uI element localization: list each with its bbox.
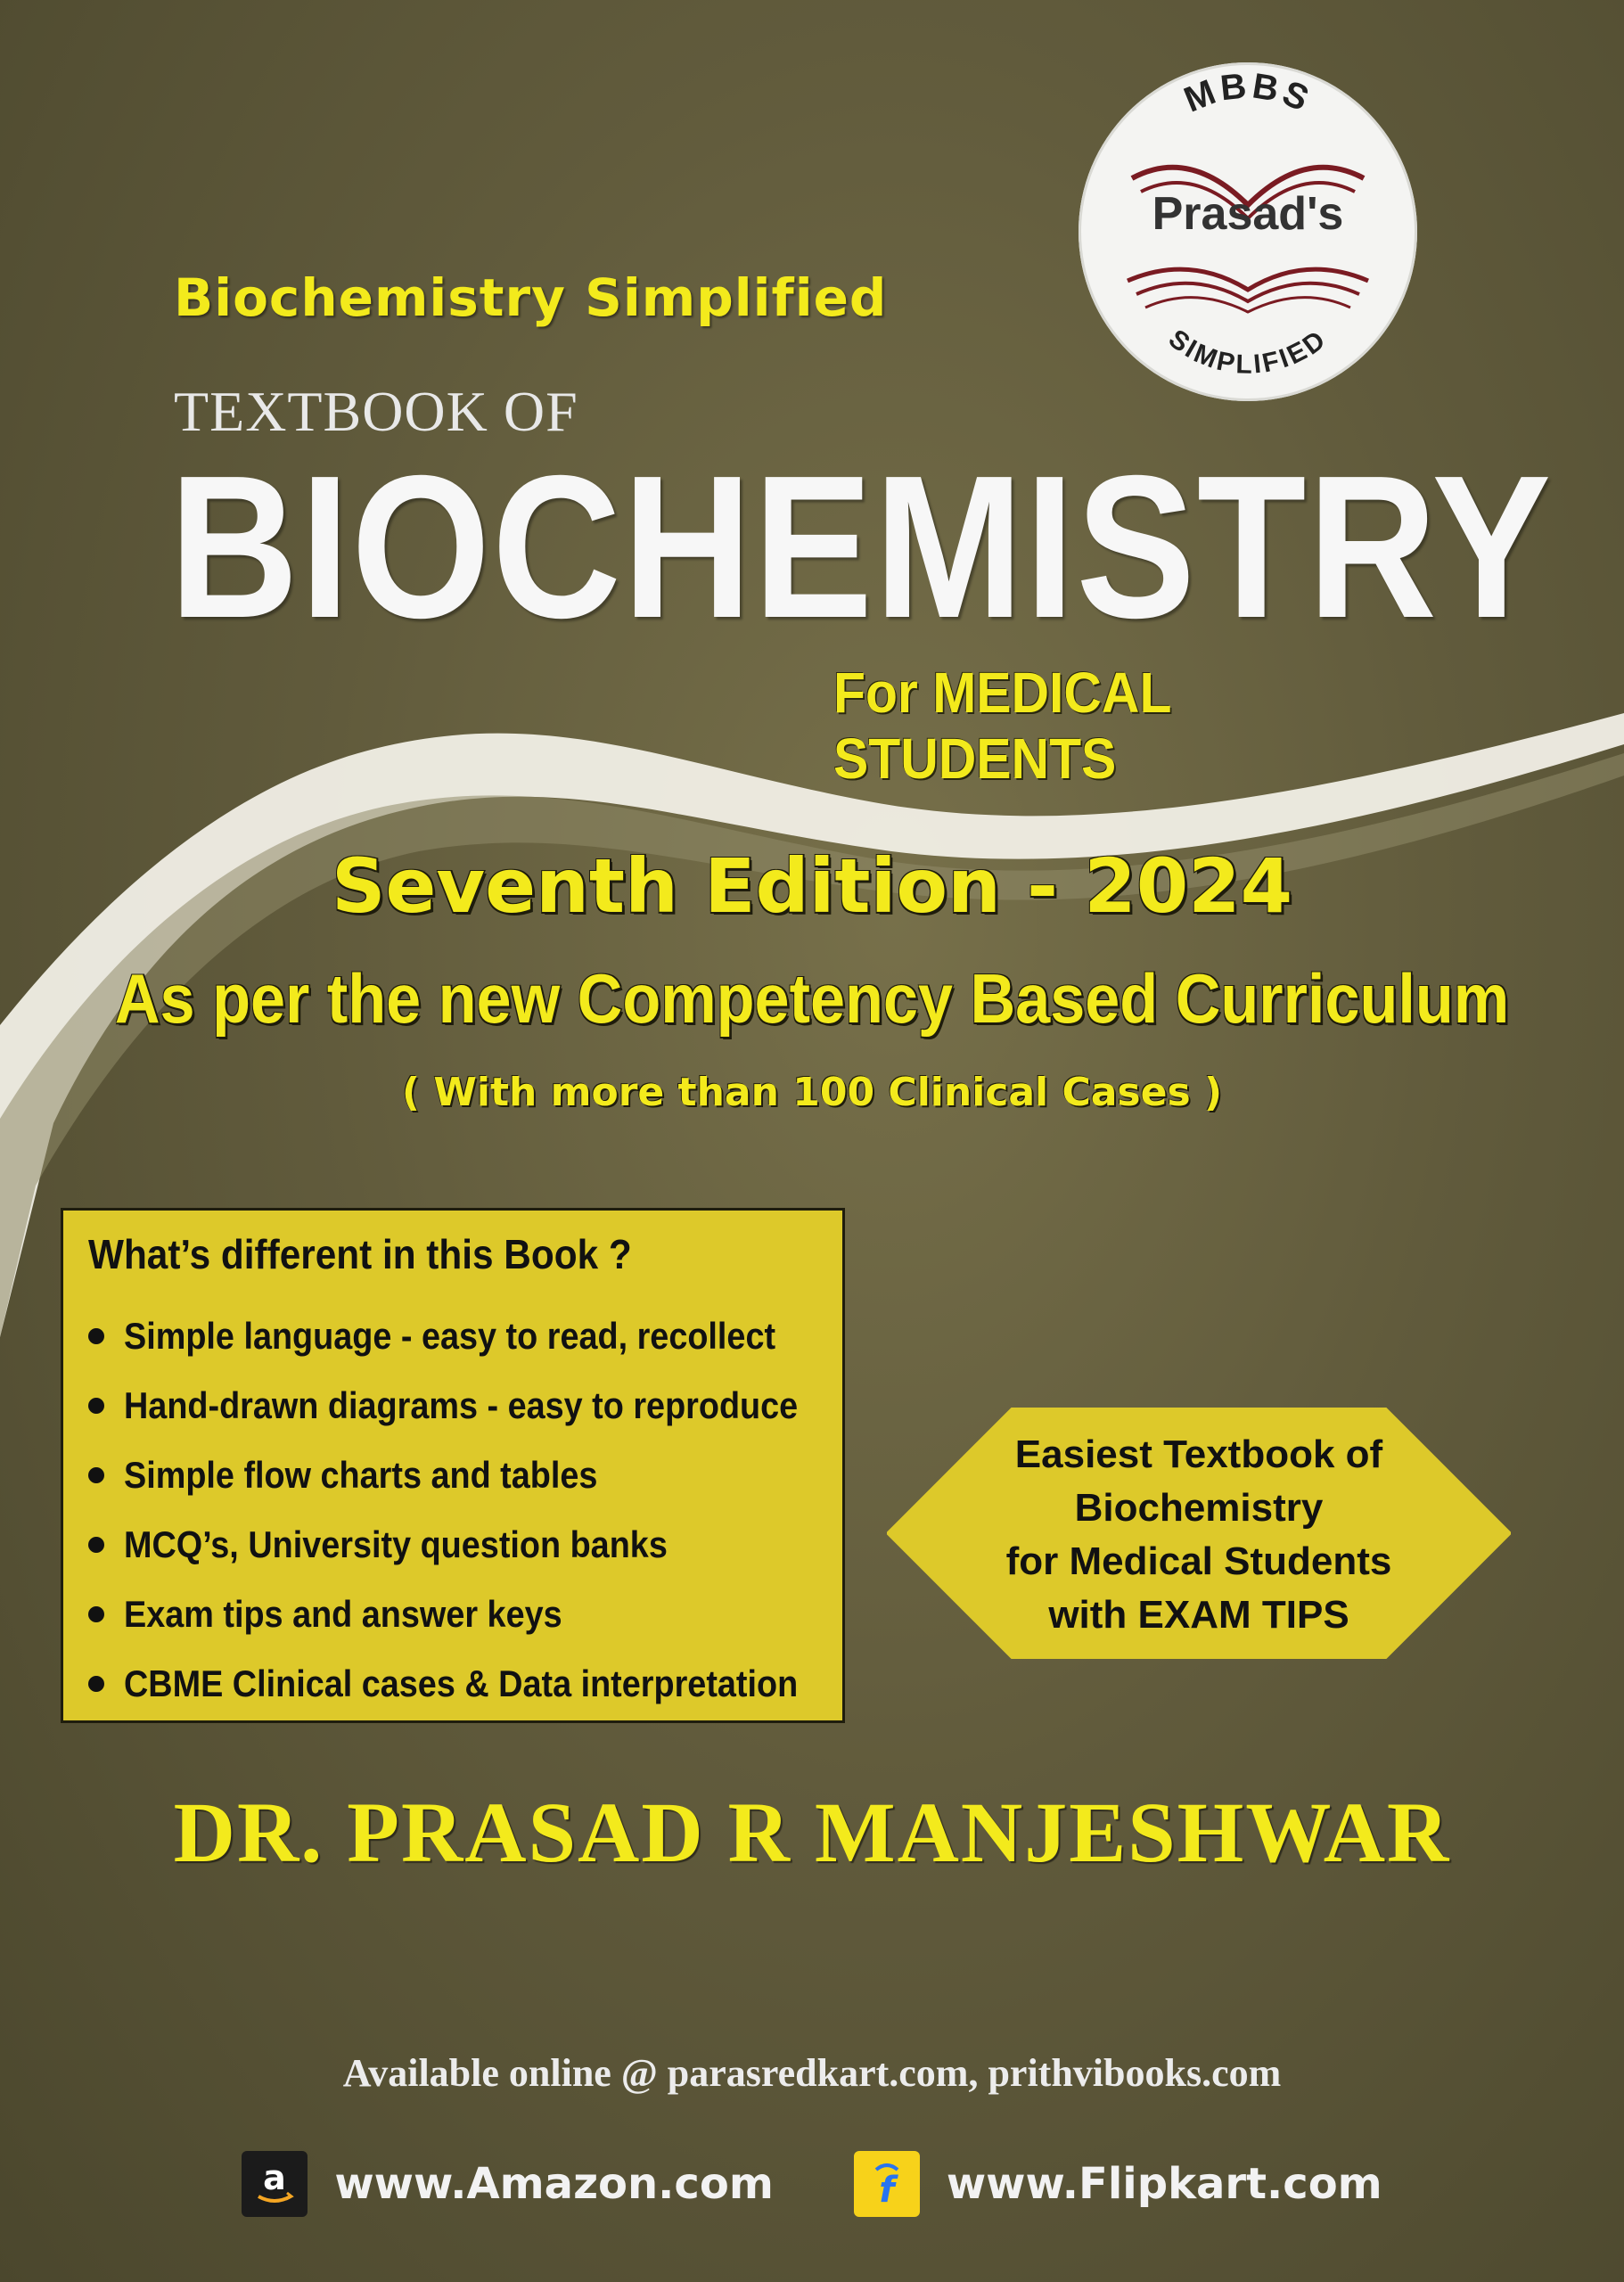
book-title: BIOCHEMISTRY xyxy=(169,434,1553,661)
feature-text: Exam tips and answer keys xyxy=(124,1593,562,1635)
features-list xyxy=(88,1301,817,1719)
svg-text:f: f xyxy=(879,2170,895,2211)
feature-text: MCQ’s, University question banks xyxy=(124,1523,668,1565)
bullet-icon xyxy=(88,1467,104,1483)
bullet-icon xyxy=(88,1328,104,1344)
amazon-url: www.Amazon.com xyxy=(334,2159,774,2209)
flipkart-logo-icon xyxy=(854,2151,920,2217)
series-title: Biochemistry Simplified xyxy=(174,267,888,328)
clinical-cases-note: ( With more than 100 Clinical Cases ) xyxy=(401,1070,1223,1115)
audience-subtitle: For MEDICAL STUDENTS xyxy=(833,661,1171,791)
publisher-seal xyxy=(1079,62,1417,401)
badge-line: for Medical Students xyxy=(1005,1539,1392,1583)
promo-badge xyxy=(887,1391,1511,1676)
bullet-icon xyxy=(88,1606,104,1622)
feature-item xyxy=(88,1649,817,1719)
badge-line: Easiest Textbook of xyxy=(1014,1432,1383,1476)
feature-item xyxy=(88,1371,817,1441)
store-flipkart xyxy=(854,2151,1382,2217)
edition-label: Seventh Edition - 2024 xyxy=(331,842,1293,930)
seal-name: Prasad's xyxy=(1152,188,1344,240)
online-availability: Available online @ parasredkart.com, prithvibooks.com xyxy=(342,2051,1282,2095)
feature-item xyxy=(88,1580,817,1649)
bullet-icon xyxy=(88,1676,104,1692)
feature-item xyxy=(88,1510,817,1580)
svg-text:MBBS xyxy=(1178,66,1317,120)
badge-line: with EXAM TIPS xyxy=(1048,1593,1349,1637)
feature-text: CBME Clinical cases & Data interpretation xyxy=(124,1662,799,1704)
svg-text:a: a xyxy=(263,2158,287,2197)
pretitle: TEXTBOOK OF xyxy=(174,380,578,443)
feature-text: Simple language - easy to read, recollect xyxy=(124,1315,776,1357)
store-amazon xyxy=(242,2151,774,2217)
seal-top-text: MBBS xyxy=(1178,66,1318,120)
bullet-icon xyxy=(88,1398,104,1414)
feature-text: Simple flow charts and tables xyxy=(124,1454,598,1496)
seal-bottom-text: SIMPLIFIED xyxy=(1162,324,1333,380)
feature-item xyxy=(88,1441,817,1510)
author-name: DR. PRASAD R MANJESHWAR xyxy=(173,1785,1451,1880)
badge-line: Biochemistry xyxy=(1074,1486,1324,1530)
feature-item xyxy=(88,1301,817,1371)
curriculum-note: As per the new Competency Based Curriculum xyxy=(114,959,1510,1038)
features-box xyxy=(61,1208,845,1723)
store-links xyxy=(0,2135,1624,2233)
amazon-logo-icon xyxy=(242,2151,308,2217)
badge-text xyxy=(887,1428,1511,1642)
svg-text:SIMPLIFIED xyxy=(1163,324,1333,379)
flipkart-url: www.Flipkart.com xyxy=(946,2159,1382,2209)
features-heading: What’s different in this Book ? xyxy=(88,1231,632,1277)
feature-text: Hand-drawn diagrams - easy to reproduce xyxy=(124,1384,799,1426)
bullet-icon xyxy=(88,1537,104,1553)
